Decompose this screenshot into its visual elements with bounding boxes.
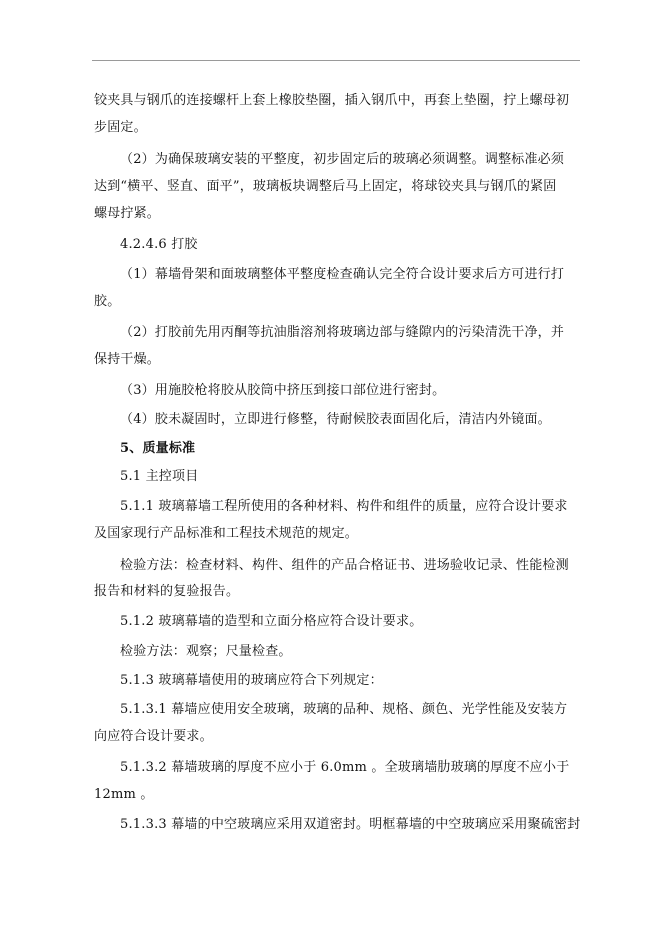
text-line: 5.1.3 玻璃幕墙使用的玻璃应符合下列规定： [120, 673, 383, 688]
text-line: 向应符合设计要求。 [94, 729, 213, 744]
section-heading: 5.1 主控项目 [120, 469, 199, 484]
text-line: 保持干燥。 [94, 352, 161, 367]
text-line: 螺母拧紧。 [94, 206, 161, 221]
text-line: 5.1.1 玻璃幕墙工程所使用的各种材料、构件和组件的质量，应符合设计要求 [120, 499, 568, 514]
text-line: 5.1.3.3 幕墙的中空玻璃应采用双道密封。明框幕墙的中空玻璃应采用聚硫密封 [120, 817, 581, 832]
text-line: 5.1.3.1 幕墙应使用安全玻璃，玻璃的品种、规格、颜色、光学性能及安装方 [120, 702, 568, 717]
text-line: 检验方法：观察；尺量检查。 [120, 644, 292, 659]
text-line: （2）为确保玻璃安装的平整度，初步固定后的玻璃必须调整。调整标准必须 [120, 152, 565, 167]
text-line: （2）打胶前先用丙酮等抗油脂溶剂将玻璃边部与缝隙内的污染清洗干净，并 [120, 325, 565, 340]
text-line: 5.1.3.2 幕墙玻璃的厚度不应小于 6.0mm 。全玻璃墙肋玻璃的厚度不应小于 [120, 760, 570, 775]
text-line: 达到“横平、竖直、面平”，玻璃板块调整后马上固定，将球铰夹具与钢爪的紧固 [94, 179, 557, 194]
text-line: 步固定。 [94, 120, 147, 135]
text-line: 铰夹具与钢爪的连接螺杆上套上橡胶垫圈，插入钢爪中，再套上垫圈，拧上螺母初 [94, 93, 570, 108]
header-rule [92, 60, 580, 61]
chapter-heading: 5、质量标准 [120, 441, 196, 456]
text-line: （1）幕墙骨架和面玻璃整体平整度检查确认完全符合设计要求后方可进行打 [120, 267, 565, 282]
text-line: 检验方法：检查材料、构件、组件的产品合格证书、进场验收记录、性能检测 [120, 558, 569, 573]
text-line: 胶。 [94, 294, 121, 309]
text-line: （4）胶未凝固时，立即进行修整，待耐候胶表面固化后，清洁内外镜面。 [120, 412, 551, 427]
text-line: （3）用施胶枪将胶从胶筒中挤压到接口部位进行密封。 [120, 383, 446, 398]
text-line: 5.1.2 玻璃幕墙的造型和立面分格应符合设计要求。 [120, 614, 423, 629]
text-line: 报告和材料的复验报告。 [94, 584, 240, 599]
section-heading: 4.2.4.6 打胶 [120, 237, 198, 252]
text-line: 12mm 。 [94, 787, 154, 802]
text-line: 及国家现行产品标准和工程技术规范的规定。 [94, 526, 359, 541]
